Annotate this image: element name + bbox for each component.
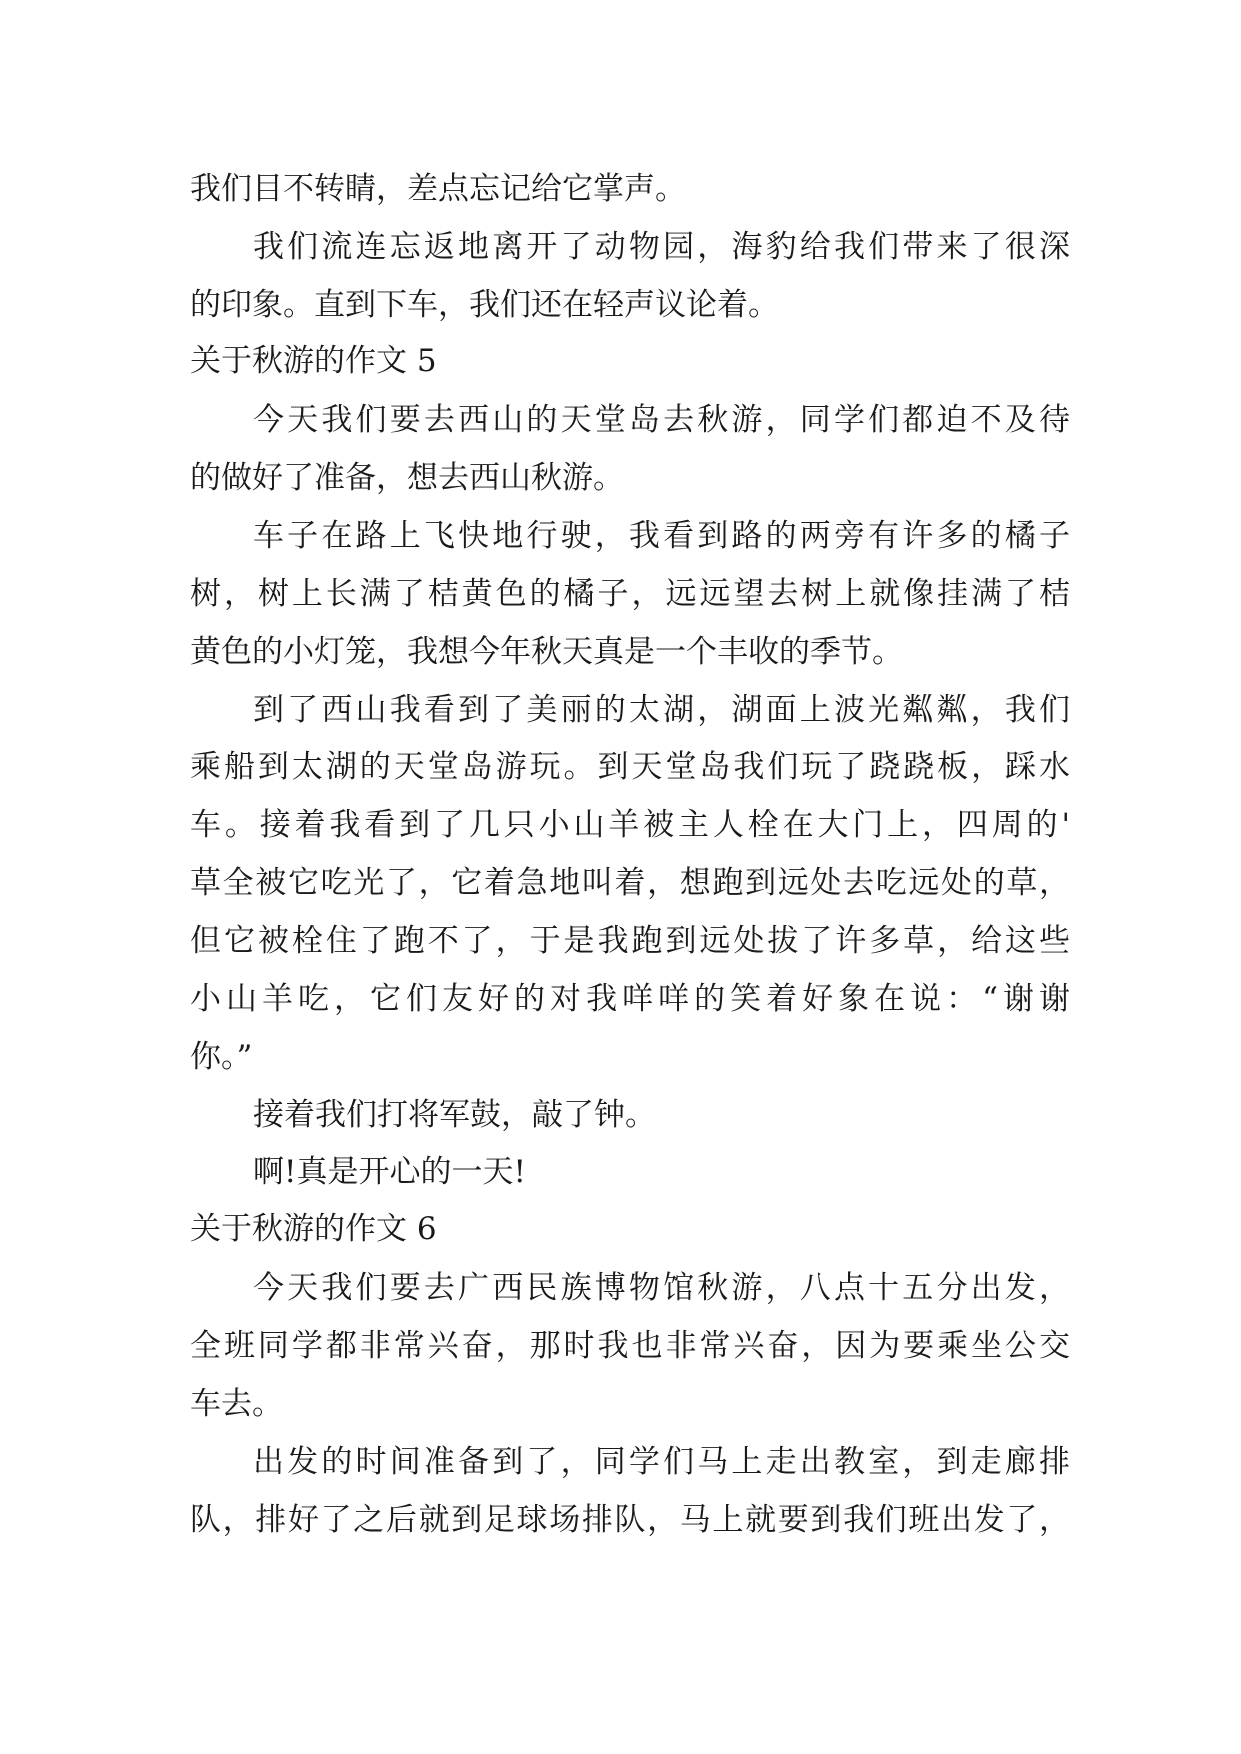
section-heading: 关于秋游的作文 6 <box>190 1211 437 1247</box>
text-line: 但它被栓住了跑不了，于是我跑到远处拔了许多草，给这些 <box>190 923 1070 959</box>
paragraph-line: 出发的时间准备到了，同学们马上走出教室，到走廊排 <box>253 1444 1070 1480</box>
text-line: 草全被它吃光了，它着急地叫着，想跑到远处去吃远处的草， <box>190 865 1070 901</box>
text-line: 全班同学都非常兴奋，那时我也非常兴奋，因为要乘坐公交 <box>190 1328 1070 1364</box>
text-line: 树，树上长满了桔黄色的橘子，远远望去树上就像挂满了桔 <box>190 576 1070 612</box>
text-line: 你。” <box>190 1039 253 1075</box>
text-line: 小山羊吃，它们友好的对我咩咩的笑着好象在说：“谢谢 <box>190 981 1070 1017</box>
text-line: 黄色的小灯笼，我想今年秋天真是一个丰收的季节。 <box>190 634 903 670</box>
paragraph-line: 接着我们打将军鼓，敲了钟。 <box>253 1097 656 1133</box>
text-line: 乘船到太湖的天堂岛游玩。到天堂岛我们玩了跷跷板，踩水 <box>190 749 1070 785</box>
text-line: 车去。 <box>190 1386 283 1422</box>
paragraph-line: 今天我们要去西山的天堂岛去秋游，同学们都迫不及待 <box>253 402 1070 438</box>
text-line: 的印象。直到下车，我们还在轻声议论着。 <box>190 287 779 323</box>
text-line: 的做好了准备，想去西山秋游。 <box>190 460 624 496</box>
text-line: 队，排好了之后就到足球场排队，马上就要到我们班出发了， <box>190 1502 1070 1538</box>
text-line: 我们目不转睛，差点忘记给它掌声。 <box>190 171 686 207</box>
section-heading: 关于秋游的作文 5 <box>190 343 437 379</box>
text-line: 车。接着我看到了几只小山羊被主人栓在大门上，四周的' <box>190 807 1070 843</box>
paragraph-line: 啊!真是开心的一天! <box>253 1154 526 1190</box>
paragraph-line: 今天我们要去广西民族博物馆秋游，八点十五分出发， <box>253 1270 1070 1306</box>
paragraph-line: 到了西山我看到了美丽的太湖，湖面上波光粼粼，我们 <box>253 692 1070 728</box>
paragraph-line: 我们流连忘返地离开了动物园，海豹给我们带来了很深 <box>253 229 1070 265</box>
paragraph-line: 车子在路上飞快地行驶，我看到路的两旁有许多的橘子 <box>253 518 1070 554</box>
